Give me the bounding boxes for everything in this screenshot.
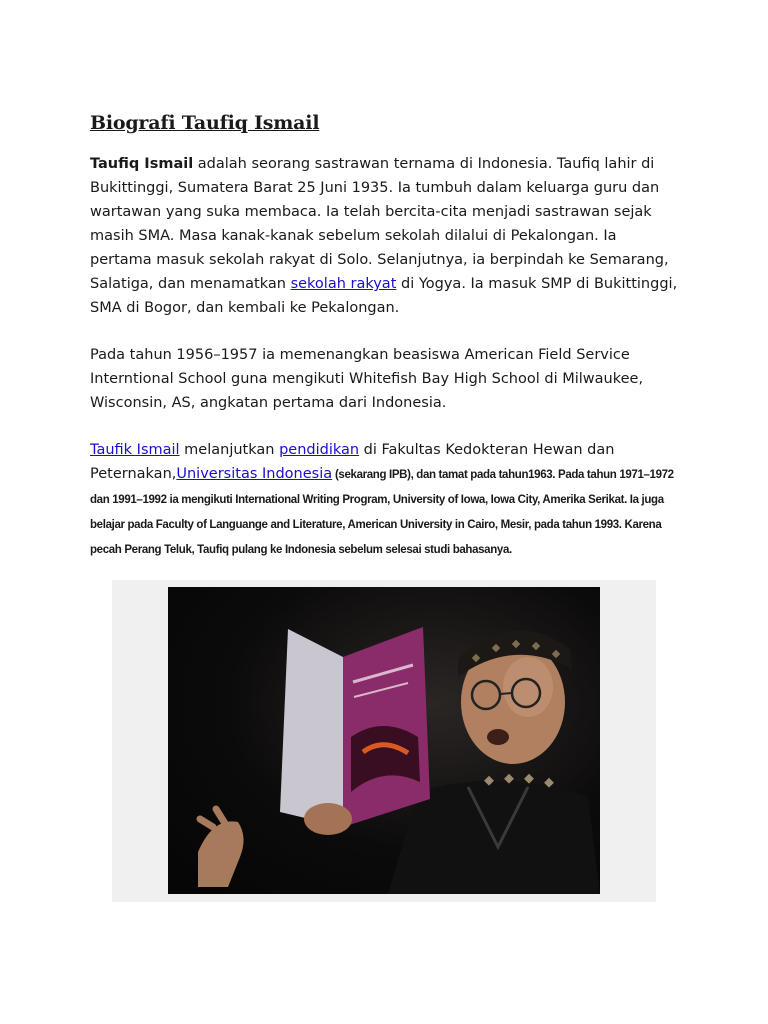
education-text-b: di Fakultas Kedokteran Hewan dan Peternakan, bbox=[90, 442, 615, 482]
link-pendidikan[interactable]: pendidikan bbox=[279, 442, 360, 458]
link-universitas-indonesia[interactable]: Universitas Indonesia bbox=[176, 466, 333, 482]
link-taufik-ismail[interactable]: Taufik Ismail bbox=[90, 442, 180, 458]
education-text-c: (sekarang IPB), dan tamat pada tahun1963. Pada tahun 1971–1972 dan 1991–1992 ia mengikuti International Writing Program, University of Iowa, Iowa City, Amerika Serikat. Ia juga belajar pada Faculty of Languange and Literature, American University in Cairo, Mesir, pada tahun 1993. Karena pecah Perang Teluk, Taufiq pulang ke Indonesia sebelum selesai studi bahasanya. bbox=[90, 469, 674, 556]
paragraph-education bbox=[90, 438, 680, 562]
intro-text-a: adalah seorang sastrawan ternama di Indonesia. Taufiq lahir di Bukittinggi, Sumatera Barat 25 Juni 1935. Ia tumbuh dalam keluarga guru dan wartawan yang suka membaca. Ia telah bercita-cita menjadi sastrawan sejak masih SMA. Masa kanak-kanak sebelum sekolah dilalui di Pekalongan. Ia pertama masuk sekolah rakyat di Solo. Selanjutnya, ia berpindah ke Semarang, Salatiga, dan menamatkan bbox=[90, 156, 669, 292]
photo-illustration bbox=[168, 587, 600, 894]
photo-frame bbox=[112, 580, 656, 902]
bold-name: Taufiq Ismail bbox=[90, 156, 194, 172]
intro-text-b: di Yogya. Ia masuk SMP di Bukittinggi, SMA di Bogor, dan kembali ke Pekalongan. bbox=[90, 276, 678, 316]
education-text-a: melanjutkan bbox=[179, 442, 280, 458]
man-reading-book-photo bbox=[168, 587, 600, 894]
paragraph-intro bbox=[90, 152, 680, 320]
document-body bbox=[90, 112, 680, 562]
page-title: Biografi Taufiq Ismail bbox=[90, 112, 320, 134]
paragraph-scholarship: Pada tahun 1956–1957 ia memenangkan beasiswa American Field Service Interntional School guna mengikuti Whitefish Bay High School di Milwaukee, Wisconsin, AS, angkatan pertama dari Indonesia. bbox=[90, 347, 644, 411]
link-sekolah-rakyat[interactable]: sekolah rakyat bbox=[290, 276, 397, 292]
